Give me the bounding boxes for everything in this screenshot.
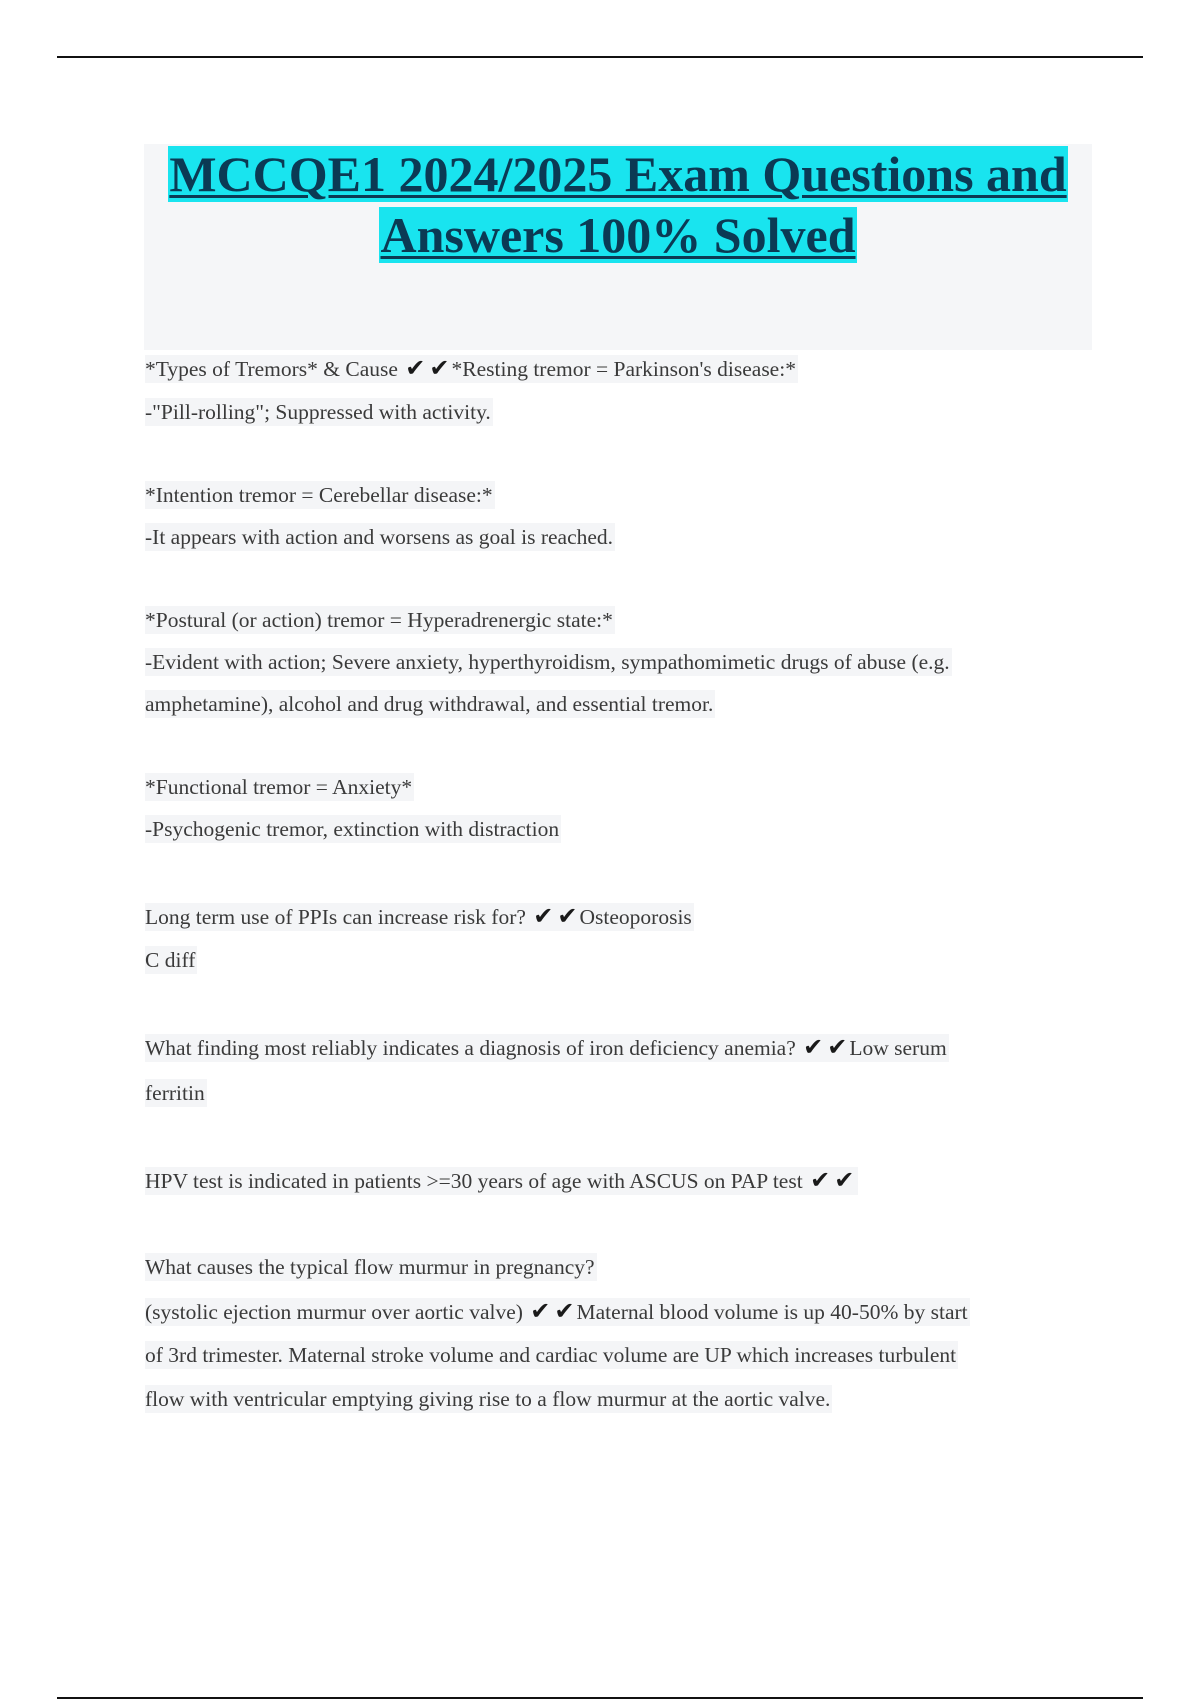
title-line-2: Answers 100% Solved <box>380 207 856 263</box>
question-text: HPV test is indicated in patients >=30 years of age with ASCUS on PAP test <box>145 1169 803 1193</box>
qa-line <box>145 901 694 932</box>
text-line: *Intention tremor = Cerebellar disease:* <box>145 483 493 507</box>
check-icon: ✔ <box>557 902 578 930</box>
question-text: Long term use of PPIs can increase risk for? <box>145 905 526 929</box>
check-icon: ✔ <box>405 354 426 382</box>
check-icon: ✔ <box>810 1166 831 1194</box>
title-line-1: MCCQE1 2024/2025 Exam Questions and <box>169 146 1067 202</box>
qa-line <box>145 1165 858 1196</box>
text-line: of 3rd trimester. Maternal stroke volume and cardiac volume are UP which increases turbulent <box>145 1343 957 1367</box>
document-title <box>144 144 1092 266</box>
text-line: C diff <box>145 948 196 972</box>
bottom-rule <box>57 1697 1143 1699</box>
qa-line <box>145 1032 949 1063</box>
text-line: -It appears with action and worsens as goal is reached. <box>145 525 614 549</box>
text-line: -Evident with action; Severe anxiety, hyperthyroidism, sympathomimetic drugs of abuse (e.g. <box>145 650 950 674</box>
answer-text: Osteoporosis <box>579 905 692 929</box>
qa-line <box>145 1296 970 1327</box>
question-text: *Types of Tremors* & Cause <box>145 357 398 381</box>
check-icon: ✔ <box>533 902 554 930</box>
question-text: What finding most reliably indicates a diagnosis of iron deficiency anemia? <box>145 1036 796 1060</box>
text-line: *Postural (or action) tremor = Hyperadrenergic state:* <box>145 608 613 632</box>
title-block <box>144 144 1092 350</box>
text-line: *Functional tremor = Anxiety* <box>145 775 413 799</box>
check-icon: ✔ <box>554 1297 575 1325</box>
text-line: -"Pill-rolling"; Suppressed with activity. <box>145 400 491 424</box>
text-line: -Psychogenic tremor, extinction with distraction <box>145 817 560 841</box>
check-icon: ✔ <box>803 1033 824 1061</box>
check-icon: ✔ <box>530 1297 551 1325</box>
check-icon: ✔ <box>429 354 450 382</box>
top-rule <box>57 56 1143 58</box>
answer-text: Maternal blood volume is up 40-50% by start <box>576 1300 968 1324</box>
question-text: (systolic ejection murmur over aortic valve) <box>145 1300 523 1324</box>
answer-text: Low serum <box>849 1036 947 1060</box>
text-line: ferritin <box>145 1081 205 1105</box>
text-line: What causes the typical flow murmur in pregnancy? <box>145 1255 595 1279</box>
check-icon: ✔ <box>834 1166 855 1194</box>
qa-line <box>145 353 798 384</box>
check-icon: ✔ <box>827 1033 848 1061</box>
answer-text: *Resting tremor = Parkinson's disease:* <box>451 357 796 381</box>
text-line: amphetamine), alcohol and drug withdrawal, and essential tremor. <box>145 692 714 716</box>
text-line: flow with ventricular emptying giving rise to a flow murmur at the aortic valve. <box>145 1387 831 1411</box>
